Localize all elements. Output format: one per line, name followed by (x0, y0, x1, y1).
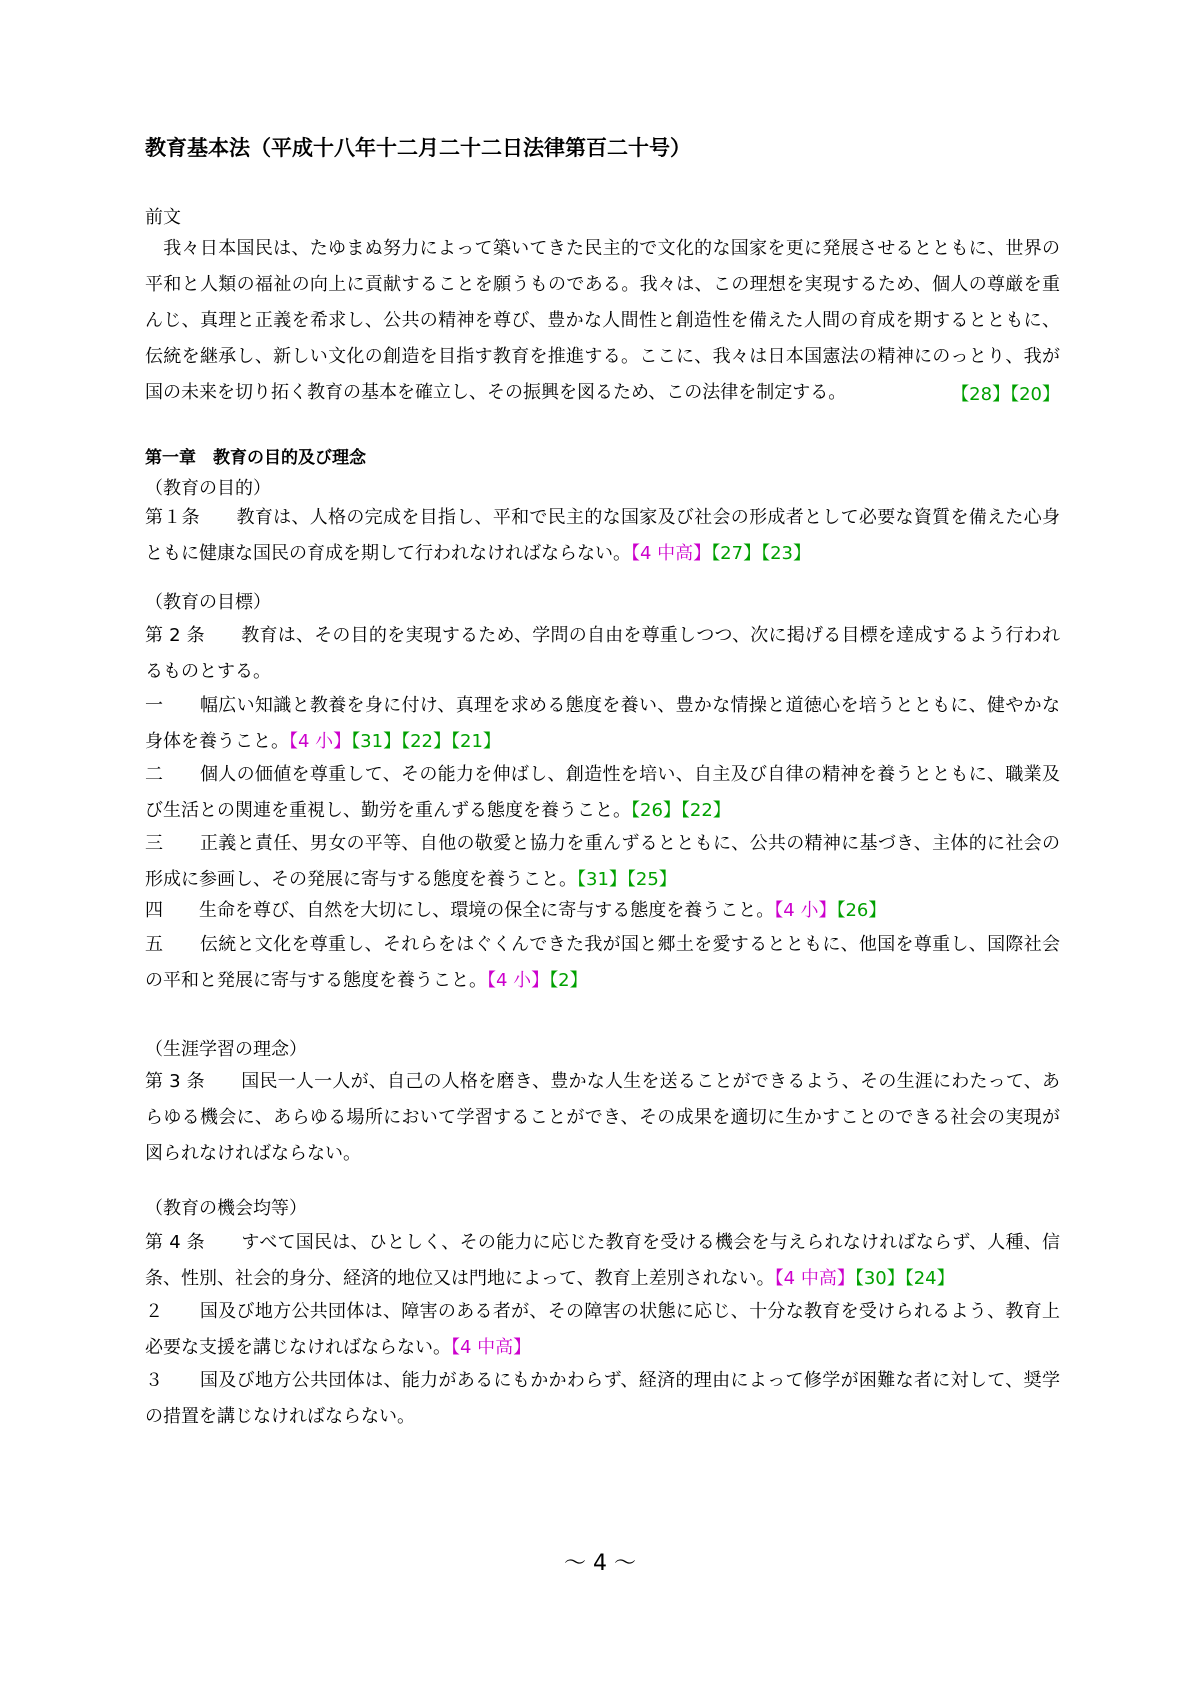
item-text: 二 個人の価値を尊重して、その能力を伸ばし、創造性を培い、自主及び自律の精神を養うとともに、職業及び生活との関連を重視し、勤労を重んずる態度を養うこと。 (145, 764, 1060, 821)
item-tag-years: 【26】【22】 (631, 800, 731, 821)
item-text: 五 伝統と文化を尊重し、それらをはぐくんできた我が国と郷土を愛するとともに、他国を尊重し、国際社会の平和と発展に寄与する態度を養うこと。 (145, 934, 1060, 991)
preamble-body: 我々日本国民は、たゆまぬ努力によって築いてきた民主的で文化的な国家を更に発展させるとともに、世界の平和と人類の福祉の向上に貢献することを願うものである。我々は、この理想を実現するため、個人の尊厳を重んじ、真理と正義を希求し、公共の精神を尊び、豊かな人間性と創造性を備えた人間の育成を期するとともに、伝統を継承し、新しい文化の創造を目指す教育を推進する。ここに、我々は日本国憲法の精神にのっとり、我が国の未来を切り拓く教育の基本を確立し、その振興を図るため、この法律を制定する。 (145, 238, 1060, 403)
item-text: 一 幅広い知識と教養を身に付け、真理を求める態度を養い、豊かな情操と道徳心を培うとともに、健やかな身体を養うこと。 (145, 695, 1060, 752)
article4 (145, 1225, 1060, 1297)
article1-tag-years: 【27】【23】 (711, 543, 811, 564)
article2-item (145, 757, 1060, 829)
article2-caption: （教育の目標） (145, 592, 271, 613)
preamble-tag: 【20】 (1010, 384, 1060, 405)
page-number: ～ 4 ～ (564, 1551, 636, 1576)
item-text: 四 生命を尊び、自然を大切にし、環境の保全に寄与する態度を養うこと。 (145, 900, 775, 921)
chapter-heading: 第一章 教育の目的及び理念 (145, 448, 366, 468)
article1-tag-school: 【4 中高】 (631, 543, 712, 564)
article2-item (145, 688, 1060, 760)
article4-tag-years: 【30】【24】 (854, 1268, 955, 1289)
article2-text: 第 2 条 教育は、その目的を実現するため、学問の自由を尊重しつつ、次に掲げる目標を達成するよう行われるものとする。 (145, 625, 1060, 682)
article4-paragraph3: ３ 国及び地方公共団体は、能力があるにもかかわらず、経済的理由によって修学が困難な者に対して、奨学の措置を講じなければならない。 (145, 1370, 1060, 1427)
item-tag-years: 【26】 (836, 900, 887, 921)
paragraph2-tag-school: 【4 中高】 (451, 1337, 532, 1358)
item-text: 三 正義と責任、男女の平等、自他の敬愛と協力を重んずるとともに、公共の精神に基づき、主体的に社会の形成に参画し、その発展に寄与する態度を養うこと。 (145, 833, 1060, 890)
preamble-heading: 前文 (145, 207, 181, 228)
article1-caption: （教育の目的） (145, 478, 271, 499)
article3-caption: （生涯学習の理念） (145, 1039, 307, 1060)
article2-item (145, 927, 1060, 999)
preamble-tags (145, 377, 1060, 413)
item-tag-school: 【4 小】 (289, 731, 352, 752)
item-tag-years: 【31】【25】 (577, 869, 677, 890)
paragraph2-text: ２ 国及び地方公共団体は、障害のある者が、その障害の状態に応じ、十分な教育を受けられるよう、教育上必要な支援を講じなければならない。 (145, 1301, 1060, 1358)
item-tag-years: 【31】【22】【21】 (351, 731, 501, 752)
article4-caption: （教育の機会均等） (145, 1198, 307, 1219)
article3-text: 第 3 条 国民一人一人が、自己の人格を磨き、豊かな人生を送ることができるよう、その生涯にわたって、あらゆる機会に、あらゆる場所において学習することができ、その成果を適切に生かすことのできる社会の実現が図られなければならない。 (145, 1071, 1060, 1164)
article1 (145, 500, 1060, 572)
preamble-tag: 【28】 (951, 384, 1011, 405)
article2-item (145, 893, 1060, 929)
item-tag-school: 【4 小】 (774, 900, 837, 921)
item-tag-years: 【2】 (549, 970, 588, 991)
article1-text: 第１条 教育は、人格の完成を目指し、平和で民主的な国家及び社会の形成者として必要な資質を備えた心身ともに健康な国民の育成を期して行われなければならない。 (145, 507, 1060, 564)
article4-paragraph2 (145, 1294, 1060, 1366)
article4-tag-school: 【4 中高】 (774, 1268, 855, 1289)
document-title: 教育基本法（平成十八年十二月二十二日法律第百二十号） (145, 136, 691, 160)
item-tag-school: 【4 小】 (487, 970, 550, 991)
article2-item (145, 826, 1060, 898)
article4-text: 第 4 条 すべて国民は、ひとしく、その能力に応じた教育を受ける機会を与えられなければならず、人種、信条、性別、社会的身分、経済的地位又は門地によって、教育上差別されない。 (145, 1232, 1060, 1289)
